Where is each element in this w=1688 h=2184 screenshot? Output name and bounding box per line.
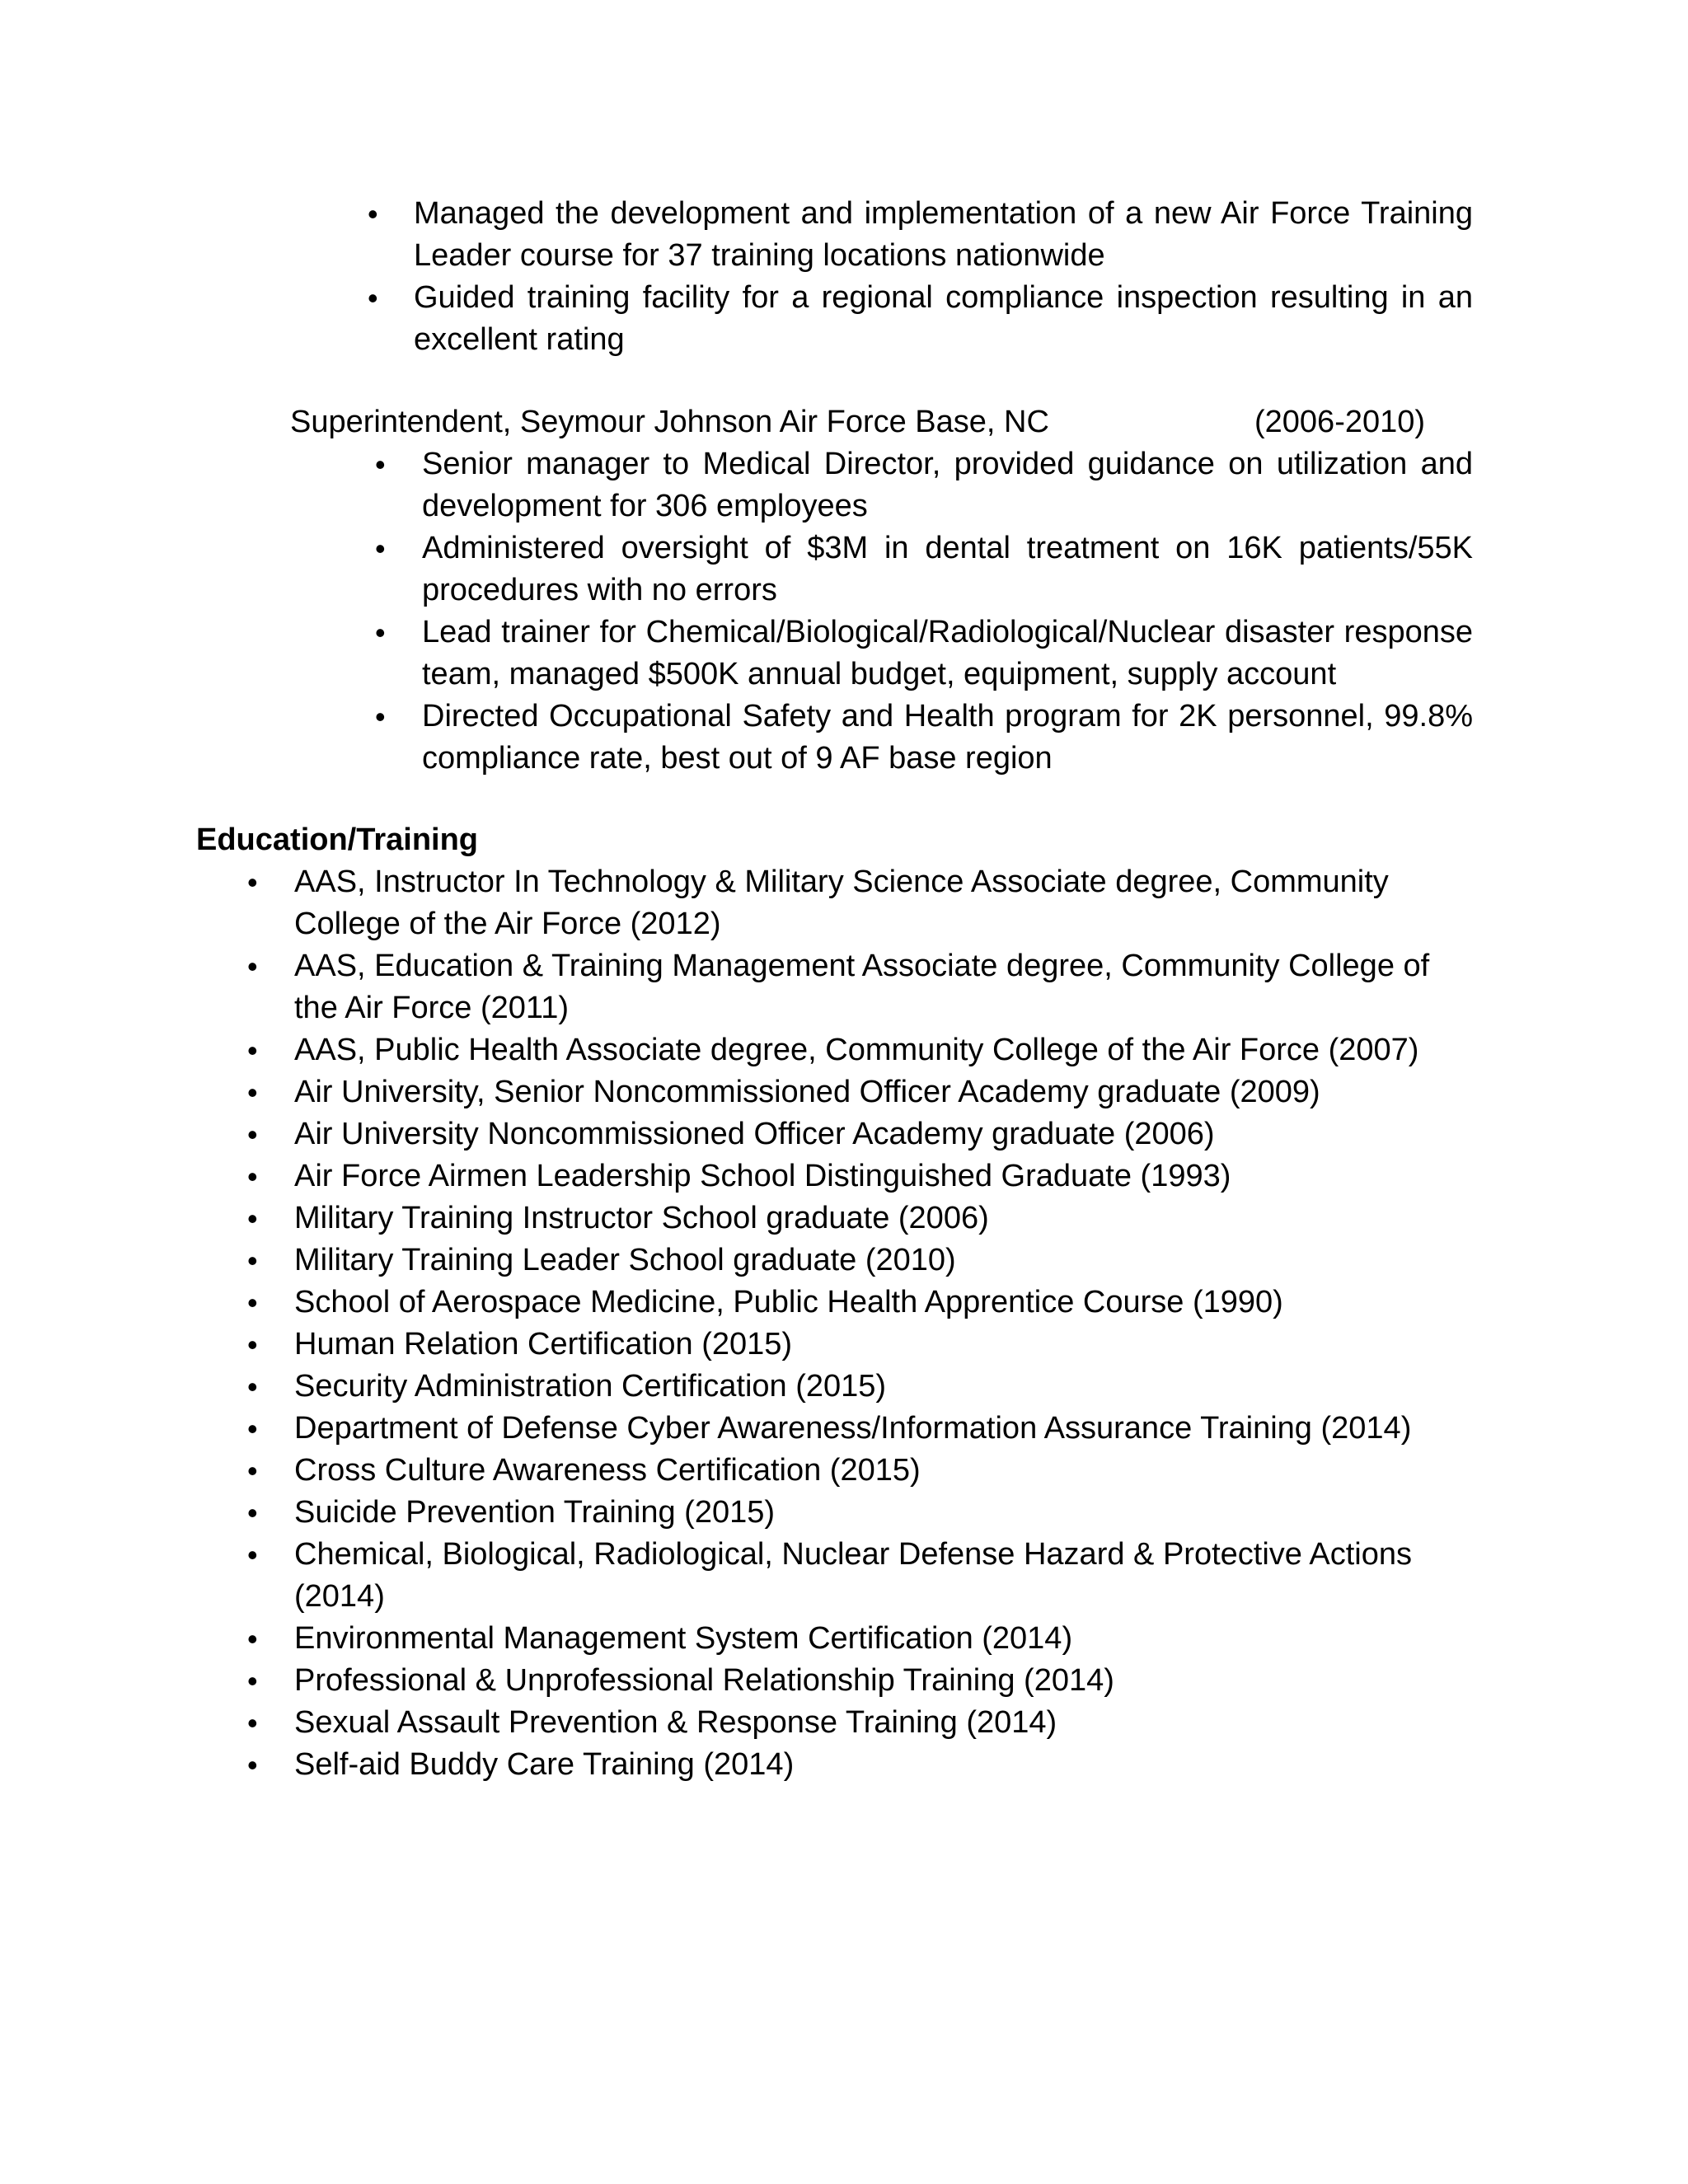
job-bullet-list	[422, 443, 1473, 780]
list-item: • Air University Noncommissioned Officer Academy graduate (2006)	[294, 1113, 1473, 1155]
education-heading: Education/Training	[196, 823, 479, 857]
list-item: • Sexual Assault Prevention & Response Training (2014)	[294, 1702, 1473, 1744]
list-item: • Military Training Instructor School graduate (2006)	[294, 1197, 1473, 1240]
job-title: Superintendent, Seymour Johnson Air Force Base, NC	[290, 405, 1049, 439]
list-item: • Military Training Leader School graduate (2010)	[294, 1240, 1473, 1282]
list-item: • Managed the development and implementation of a new Air Force Training Leader course for 37 training locations nationwide	[414, 193, 1473, 277]
list-item: • Human Relation Certification (2015)	[294, 1324, 1473, 1366]
list-item: • Self-aid Buddy Care Training (2014)	[294, 1744, 1473, 1786]
list-item: • Senior manager to Medical Director, provided guidance on utilization and development for 306 employees	[422, 443, 1473, 527]
list-item: • Chemical, Biological, Radiological, Nuclear Defense Hazard & Protective Actions (2014)	[294, 1534, 1473, 1618]
list-item: • AAS, Education & Training Management Associate degree, Community College of the Air Force (2011)	[294, 945, 1473, 1029]
list-item: • Air Force Airmen Leadership School Distinguished Graduate (1993)	[294, 1155, 1473, 1197]
list-item: • Suicide Prevention Training (2015)	[294, 1492, 1473, 1534]
list-item: • Air University, Senior Noncommissioned Officer Academy graduate (2009)	[294, 1071, 1473, 1113]
list-item: • Cross Culture Awareness Certification (2015)	[294, 1450, 1473, 1492]
list-item: • School of Aerospace Medicine, Public Health Apprentice Course (1990)	[294, 1282, 1473, 1324]
previous-role-bullet-list	[414, 193, 1473, 361]
job-heading	[290, 401, 1428, 443]
list-item: • Environmental Management System Certification (2014)	[294, 1618, 1473, 1660]
list-item: • Lead trainer for Chemical/Biological/Radiological/Nuclear disaster response team, managed $500K annual budget, equipment, supply account	[422, 612, 1473, 696]
list-item: • Administered oversight of $3M in dental treatment on 16K patients/55K procedures with no errors	[422, 527, 1473, 612]
job-dates: (2006-2010)	[1254, 405, 1426, 439]
list-item: • Department of Defense Cyber Awareness/Information Assurance Training (2014)	[294, 1408, 1473, 1450]
list-item: • Directed Occupational Safety and Health program for 2K personnel, 99.8% compliance rate, best out of 9 AF base region	[422, 696, 1473, 780]
list-item: • AAS, Instructor In Technology & Military Science Associate degree, Community College of the Air Force (2012)	[294, 861, 1473, 945]
list-item: • Professional & Unprofessional Relationship Training (2014)	[294, 1660, 1473, 1702]
list-item: • Guided training facility for a regional compliance inspection resulting in an excellent rating	[414, 277, 1473, 361]
list-item: • Security Administration Certification (2015)	[294, 1366, 1473, 1408]
list-item: • AAS, Public Health Associate degree, Community College of the Air Force (2007)	[294, 1029, 1473, 1071]
education-list	[294, 861, 1473, 1786]
